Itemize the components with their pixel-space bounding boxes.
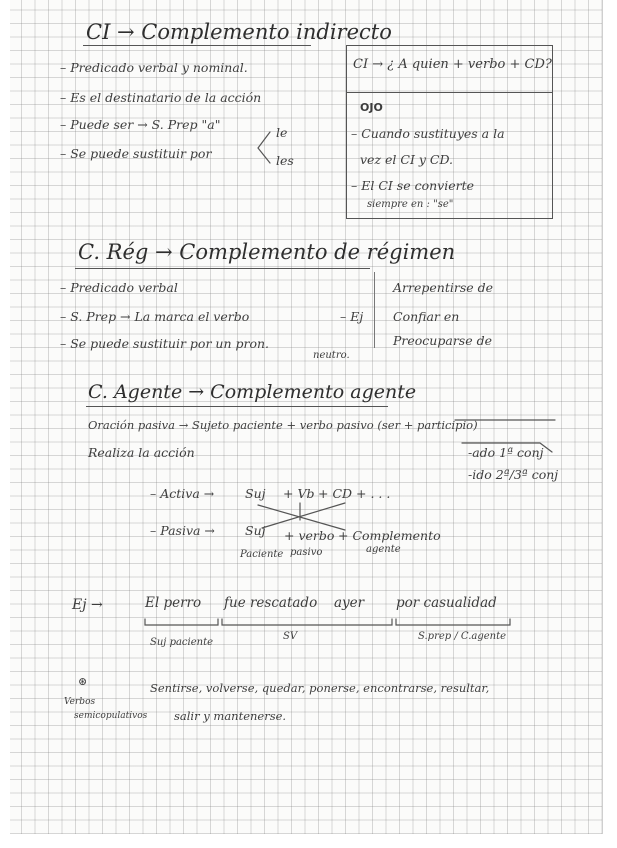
cag-passive-sublabel-2: pasivo (290, 547, 323, 558)
cag-passive-sublabel-3: agente (366, 544, 401, 555)
ci-note-line-3: – El CI se convierte (351, 178, 475, 193)
cag-active-label: – Activa → (150, 486, 215, 501)
example-part-2: fue rescatado (224, 595, 318, 611)
creg-example-1: Arrepentirse de (393, 280, 494, 295)
ci-bullet-4: – Se puede sustituir por (60, 146, 212, 161)
cag-active-object: + CD + . . . (318, 486, 391, 501)
example-label: Ej → (72, 597, 103, 613)
example-brace-2 (222, 619, 392, 625)
example-role-1: Suj paciente (150, 637, 214, 648)
cag-active-subject: Suj (245, 486, 266, 501)
creg-bullet-2: – S. Prep → La marca el verbo (60, 309, 250, 324)
creg-example-label: – Ej (340, 309, 364, 324)
creg-bullet-1: – Predicado verbal (60, 280, 178, 295)
footer-label-line-1: Verbos (64, 697, 96, 707)
cag-cross-arrow-1 (258, 505, 345, 530)
footer-label-line-2: semicopulativos (74, 711, 148, 721)
cag-title: C. Agente → Complemento agente (88, 381, 417, 403)
footer-line-2: salir y mantenerse. (174, 709, 287, 723)
cag-passive-agent: + Complemento (338, 528, 441, 543)
cag-passive-label: – Pasiva → (150, 523, 215, 538)
example-part-4: por casualidad (396, 595, 497, 611)
creg-example-2: Confiar en (393, 309, 460, 324)
ci-question: CI → ¿ A quien + verbo + CD? (353, 57, 552, 72)
example-role-3: S.prep / C.agente (418, 631, 507, 642)
ci-option-les: les (276, 153, 294, 168)
creg-title: C. Rég → Complemento de régimen (78, 240, 456, 264)
ci-option-le: le (276, 125, 288, 140)
ci-note-line-4: siempre en : "se" (367, 199, 454, 210)
ci-note-line-1: – Cuando sustituyes a la (351, 126, 505, 141)
ci-bullet-2: – Es el destinatario de la acción (60, 90, 262, 105)
footer-line-1: Sentirse, volverse, quedar, ponerse, encontrarse, resultar, (150, 681, 490, 695)
ci-title: CI → Complemento indirecto (86, 20, 392, 44)
suffix-bracket (462, 443, 552, 452)
ci-bullet-3: – Puede ser → S. Prep "a" (60, 117, 221, 132)
cag-line-2: Realiza la acción (88, 445, 195, 460)
example-part-1: El perro (145, 595, 202, 611)
cag-passive-sublabel-1: Paciente (240, 549, 284, 560)
example-role-2: SV (283, 631, 298, 642)
ci-bullet-1: – Predicado verbal y nominal. (60, 60, 248, 75)
example-part-3: ayer (334, 595, 365, 611)
ci-note-heading: OJO (360, 101, 383, 114)
example-brace-1 (145, 619, 218, 625)
creg-bullet-tail: neutro. (313, 350, 350, 361)
example-brace-3 (396, 619, 510, 625)
cag-suffix-2: -ido 2ª/3ª conj (468, 467, 559, 482)
ci-bracket (258, 132, 270, 163)
cag-passive-subject: Suj (245, 523, 266, 538)
cag-suffix-1: -ado 1ª conj (468, 445, 544, 460)
cag-active-verb: + Vb (283, 486, 315, 501)
creg-example-3: Preocuparse de (393, 333, 492, 348)
cag-cross-arrow-2 (262, 503, 345, 528)
cag-passive-verb: + verbo (284, 528, 335, 543)
ci-note-line-2: vez el CI y CD. (360, 152, 454, 167)
creg-bullet-3: – Se puede sustituir por un pron. (60, 336, 269, 351)
footer-marker-icon: ⊛ (78, 675, 88, 688)
cag-line-1: Oración pasiva → Sujeto paciente + verbo pasivo (ser + participio) (88, 418, 478, 432)
